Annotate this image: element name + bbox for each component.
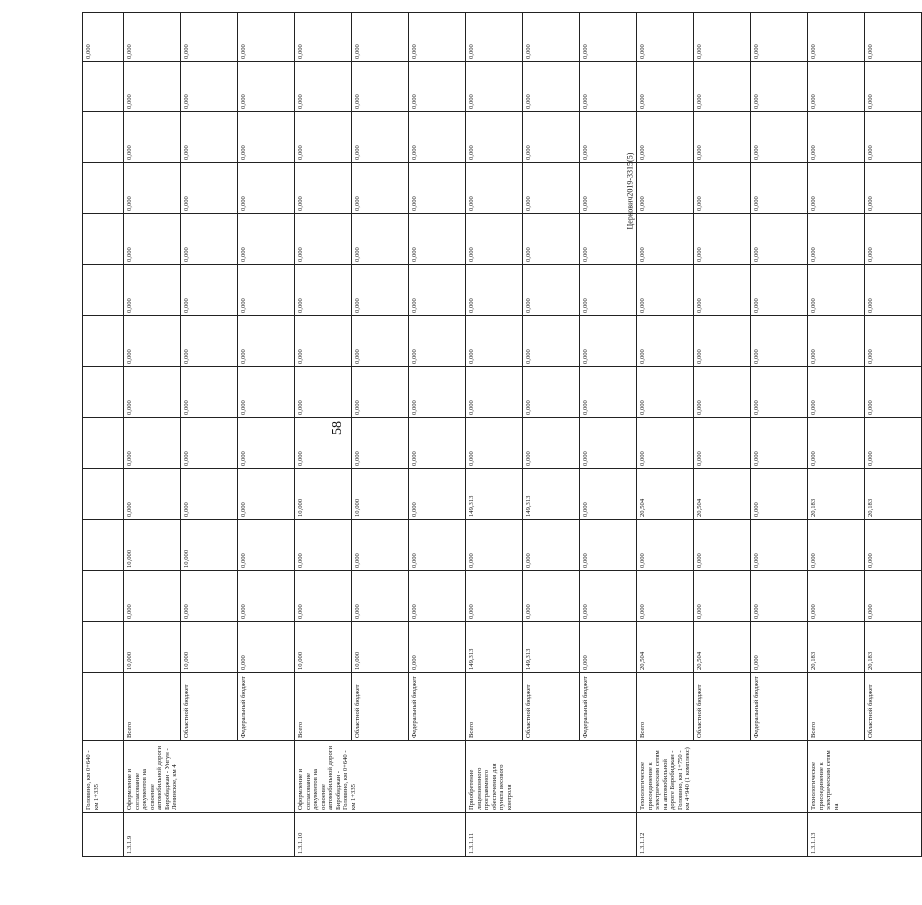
value-cell: 0,000: [808, 62, 865, 112]
table-row: [637, 13, 694, 857]
measure-name-cell: Технологическое присоединение к электрическим сетям на автомобильной дороге Биробиджан - Головино, км 1+750 - км 4+940 (1 комплекс): [637, 741, 808, 813]
value-cell: 0,000: [865, 163, 922, 214]
value-cell: 0,000: [295, 13, 352, 62]
value-cell: 0,000: [751, 265, 808, 316]
value-cell: 10,000: [181, 520, 238, 571]
source-cell: Федеральный бюджет: [238, 673, 295, 741]
value-cell: [83, 265, 124, 316]
value-cell: 0,000: [751, 469, 808, 520]
value-cell: 20,183: [865, 469, 922, 520]
budget-table-body: [83, 13, 922, 857]
value-cell: 0,000: [124, 316, 181, 367]
value-cell: 0,000: [466, 367, 523, 418]
table-row: [523, 13, 580, 857]
value-cell: 0,000: [466, 214, 523, 265]
value-cell: 0,000: [181, 112, 238, 163]
value-cell: 0,000: [352, 13, 409, 62]
value-cell: 0,000: [865, 418, 922, 469]
value-cell: 0,000: [409, 62, 466, 112]
source-cell: Федеральный бюджет: [580, 673, 637, 741]
value-cell: 0,000: [808, 112, 865, 163]
value-cell: 0,000: [352, 367, 409, 418]
value-cell: 0,000: [124, 367, 181, 418]
value-cell: 0,000: [466, 418, 523, 469]
value-cell: 0,000: [523, 112, 580, 163]
document-code: Церкович2019-3315(5): [625, 152, 635, 230]
value-cell: 0,000: [295, 316, 352, 367]
table-row: [295, 13, 352, 857]
value-cell: 0,000: [181, 316, 238, 367]
value-cell: 0,000: [124, 469, 181, 520]
value-cell: 0,000: [580, 214, 637, 265]
value-cell: 0,000: [580, 571, 637, 622]
value-cell: 0,000: [352, 418, 409, 469]
value-cell: 0,000: [466, 112, 523, 163]
value-cell: 0,000: [238, 13, 295, 62]
value-cell: 20,504: [637, 622, 694, 673]
value-cell: 0,000: [124, 112, 181, 163]
value-cell: 0,000: [409, 13, 466, 62]
value-cell: 10,000: [352, 622, 409, 673]
value-cell: 0,000: [523, 316, 580, 367]
table-row: [808, 13, 865, 857]
value-cell: 0,000: [466, 163, 523, 214]
value-cell: 0,000: [181, 265, 238, 316]
table-row: [580, 13, 637, 857]
value-cell: 0,000: [409, 469, 466, 520]
value-cell: 0,000: [751, 112, 808, 163]
value-cell: [83, 418, 124, 469]
value-cell: 0,000: [238, 418, 295, 469]
value-cell: 0,000: [523, 418, 580, 469]
value-cell: 0,000: [865, 265, 922, 316]
value-cell: 0,000: [694, 214, 751, 265]
value-cell: 10,000: [181, 622, 238, 673]
value-cell: 0,000: [637, 265, 694, 316]
value-cell: 0,000: [409, 214, 466, 265]
value-cell: 0,000: [238, 214, 295, 265]
value-cell: 0,000: [295, 418, 352, 469]
table-row: [83, 13, 124, 857]
value-cell: 0,000: [124, 418, 181, 469]
value-cell: 149,313: [523, 469, 580, 520]
value-cell: 0,000: [808, 367, 865, 418]
value-cell: 0,000: [694, 62, 751, 112]
table-row: [181, 13, 238, 857]
value-cell: 0,000: [865, 316, 922, 367]
value-cell: 0,000: [694, 571, 751, 622]
value-cell: 0,000: [637, 13, 694, 62]
value-cell: [83, 367, 124, 418]
value-cell: 0,000: [466, 571, 523, 622]
value-cell: 0,000: [694, 418, 751, 469]
source-cell: Областной бюджет: [181, 673, 238, 741]
value-cell: 0,000: [808, 316, 865, 367]
value-cell: 0,000: [352, 265, 409, 316]
value-cell: 0,000: [295, 265, 352, 316]
value-cell: 0,000: [523, 62, 580, 112]
value-cell: 0,000: [466, 265, 523, 316]
value-cell: 0,000: [352, 112, 409, 163]
source-cell: Областной бюджет: [352, 673, 409, 741]
value-cell: 20,183: [865, 622, 922, 673]
source-cell: Федеральный бюджет: [751, 673, 808, 741]
budget-table: [82, 12, 922, 857]
value-cell: 0,000: [466, 62, 523, 112]
value-cell: 0,000: [637, 520, 694, 571]
value-cell: 0,000: [124, 62, 181, 112]
value-cell: 0,000: [637, 112, 694, 163]
page-number: 58: [330, 421, 345, 435]
measure-name-cell: Головино, км 0+640 - км 1+335: [83, 741, 124, 813]
value-cell: 149,313: [523, 622, 580, 673]
source-cell: Всего: [808, 673, 865, 741]
source-cell: Всего: [295, 673, 352, 741]
value-cell: 0,000: [580, 469, 637, 520]
value-cell: 0,000: [580, 418, 637, 469]
table-row: [352, 13, 409, 857]
source-cell: [83, 673, 124, 741]
value-cell: 0,000: [523, 265, 580, 316]
value-cell: 0,000: [751, 13, 808, 62]
value-cell: 0,000: [466, 316, 523, 367]
source-cell: Всего: [124, 673, 181, 741]
value-cell: 0,000: [808, 520, 865, 571]
value-cell: 20,504: [694, 622, 751, 673]
value-cell: 0,000: [637, 163, 694, 214]
value-cell: 0,000: [694, 13, 751, 62]
value-cell: 149,313: [466, 622, 523, 673]
code-cell: 1.3.1.12: [637, 813, 808, 857]
value-cell: 0,000: [295, 367, 352, 418]
value-cell: 0,000: [124, 163, 181, 214]
value-cell: 0,000: [352, 571, 409, 622]
value-cell: 149,313: [466, 469, 523, 520]
value-cell: 0,000: [352, 62, 409, 112]
value-cell: 0,000: [751, 163, 808, 214]
value-cell: 0,000: [352, 163, 409, 214]
value-cell: 0,000: [523, 520, 580, 571]
value-cell: 0,000: [865, 214, 922, 265]
value-cell: 0,000: [238, 469, 295, 520]
value-cell: 0,000: [865, 520, 922, 571]
value-cell: 0,000: [694, 367, 751, 418]
table-row: [751, 13, 808, 857]
value-cell: 0,000: [580, 62, 637, 112]
value-cell: 0,000: [409, 265, 466, 316]
value-cell: 0,000: [352, 520, 409, 571]
value-cell: 0,000: [580, 367, 637, 418]
value-cell: 0,000: [637, 418, 694, 469]
value-cell: 0,000: [238, 316, 295, 367]
value-cell: 0,000: [124, 265, 181, 316]
value-cell: 0,000: [580, 112, 637, 163]
source-cell: Всего: [466, 673, 523, 741]
value-cell: 0,000: [751, 62, 808, 112]
value-cell: 0,000: [580, 265, 637, 316]
value-cell: 0,000: [295, 112, 352, 163]
value-cell: 0,000: [751, 571, 808, 622]
value-cell: 0,000: [523, 367, 580, 418]
value-cell: 0,000: [580, 316, 637, 367]
value-cell: 0,000: [124, 214, 181, 265]
value-cell: 0,000: [865, 62, 922, 112]
value-cell: 0,000: [181, 62, 238, 112]
value-cell: 0,000: [409, 571, 466, 622]
value-cell: 0,000: [580, 622, 637, 673]
value-cell: 0,000: [865, 571, 922, 622]
value-cell: 0,000: [295, 214, 352, 265]
value-cell: 0,000: [409, 520, 466, 571]
value-cell: 0,000: [466, 13, 523, 62]
value-cell: 0,000: [181, 367, 238, 418]
value-cell: [83, 520, 124, 571]
value-cell: 0,000: [580, 163, 637, 214]
source-cell: Областной бюджет: [523, 673, 580, 741]
value-cell: 10,000: [295, 469, 352, 520]
source-cell: Областной бюджет: [865, 673, 922, 741]
value-cell: 0,000: [409, 163, 466, 214]
measure-name-cell: Технологическое присоединение к электрическим сетям на: [808, 741, 922, 813]
table-row: [694, 13, 751, 857]
value-cell: 0,000: [238, 367, 295, 418]
measure-name-cell: Приобретение лицензионного программного обеспечения для пункта весового контроля: [466, 741, 637, 813]
value-cell: 0,000: [694, 163, 751, 214]
table-row: [238, 13, 295, 857]
value-cell: 0,000: [181, 469, 238, 520]
value-cell: 0,000: [523, 214, 580, 265]
value-cell: 0,000: [523, 13, 580, 62]
value-cell: 0,000: [295, 163, 352, 214]
value-cell: 10,000: [124, 622, 181, 673]
value-cell: 0,000: [238, 112, 295, 163]
value-cell: 20,183: [808, 469, 865, 520]
value-cell: 10,000: [124, 520, 181, 571]
value-cell: 0,000: [181, 571, 238, 622]
value-cell: 0,000: [694, 520, 751, 571]
value-cell: 0,000: [751, 316, 808, 367]
value-cell: 0,000: [637, 62, 694, 112]
value-cell: 0,000: [523, 571, 580, 622]
value-cell: [83, 622, 124, 673]
measure-name-cell: Оформление и согласование документов на освоение автомобильной дороги Биробиджан - Унгун - Ленинское, км 4: [124, 741, 295, 813]
value-cell: 0,000: [181, 214, 238, 265]
value-cell: 0,000: [409, 316, 466, 367]
value-cell: 20,183: [808, 622, 865, 673]
value-cell: 20,504: [637, 469, 694, 520]
value-cell: 20,504: [694, 469, 751, 520]
measure-name-cell: Оформление и согласование документов на освоение автомобильной дороги Биробиджан - Головино, км 0+640 - км 1+335: [295, 741, 466, 813]
value-cell: [83, 571, 124, 622]
value-cell: 0,000: [751, 367, 808, 418]
value-cell: 0,000: [466, 520, 523, 571]
value-cell: 0,000: [808, 214, 865, 265]
value-cell: 0,000: [808, 418, 865, 469]
value-cell: [83, 316, 124, 367]
value-cell: 0,000: [352, 214, 409, 265]
value-cell: [83, 62, 124, 112]
value-cell: 0,000: [694, 265, 751, 316]
value-cell: 0,000: [295, 62, 352, 112]
value-cell: 0,000: [751, 622, 808, 673]
value-cell: 0,000: [83, 13, 124, 62]
value-cell: 0,000: [238, 520, 295, 571]
value-cell: 0,000: [808, 13, 865, 62]
source-cell: Федеральный бюджет: [409, 673, 466, 741]
value-cell: 0,000: [637, 214, 694, 265]
value-cell: 0,000: [523, 163, 580, 214]
value-cell: 0,000: [238, 163, 295, 214]
source-cell: Всего: [637, 673, 694, 741]
value-cell: 10,000: [295, 622, 352, 673]
value-cell: 0,000: [637, 367, 694, 418]
value-cell: 0,000: [409, 418, 466, 469]
value-cell: 0,000: [352, 316, 409, 367]
value-cell: [83, 163, 124, 214]
code-cell: 1.3.1.11: [466, 813, 637, 857]
value-cell: 0,000: [295, 571, 352, 622]
code-cell: 1.3.1.9: [124, 813, 295, 857]
value-cell: 0,000: [694, 316, 751, 367]
source-cell: Областной бюджет: [694, 673, 751, 741]
value-cell: 0,000: [865, 13, 922, 62]
value-cell: 0,000: [238, 571, 295, 622]
value-cell: 0,000: [580, 520, 637, 571]
value-cell: 0,000: [238, 62, 295, 112]
value-cell: [83, 112, 124, 163]
value-cell: 0,000: [751, 418, 808, 469]
value-cell: 0,000: [751, 520, 808, 571]
value-cell: 0,000: [238, 265, 295, 316]
value-cell: 0,000: [694, 112, 751, 163]
value-cell: 0,000: [181, 163, 238, 214]
value-cell: 0,000: [580, 13, 637, 62]
value-cell: 0,000: [409, 367, 466, 418]
value-cell: 10,000: [352, 469, 409, 520]
table-row: [865, 13, 922, 857]
value-cell: 0,000: [808, 571, 865, 622]
value-cell: 0,000: [637, 316, 694, 367]
value-cell: 0,000: [865, 112, 922, 163]
table-row: [409, 13, 466, 857]
value-cell: 0,000: [751, 214, 808, 265]
value-cell: 0,000: [409, 112, 466, 163]
value-cell: 0,000: [409, 622, 466, 673]
value-cell: 0,000: [181, 13, 238, 62]
code-cell: 1.3.1.10: [295, 813, 466, 857]
value-cell: 0,000: [181, 418, 238, 469]
code-cell: [83, 813, 124, 857]
value-cell: 0,000: [295, 520, 352, 571]
value-cell: 0,000: [637, 571, 694, 622]
value-cell: 0,000: [808, 265, 865, 316]
code-cell: 1.3.1.13: [808, 813, 922, 857]
value-cell: 0,000: [865, 367, 922, 418]
value-cell: 0,000: [238, 622, 295, 673]
value-cell: 0,000: [808, 163, 865, 214]
value-cell: 0,000: [124, 571, 181, 622]
value-cell: [83, 469, 124, 520]
table-row: [124, 13, 181, 857]
table-row: [466, 13, 523, 857]
value-cell: 0,000: [124, 13, 181, 62]
value-cell: [83, 214, 124, 265]
